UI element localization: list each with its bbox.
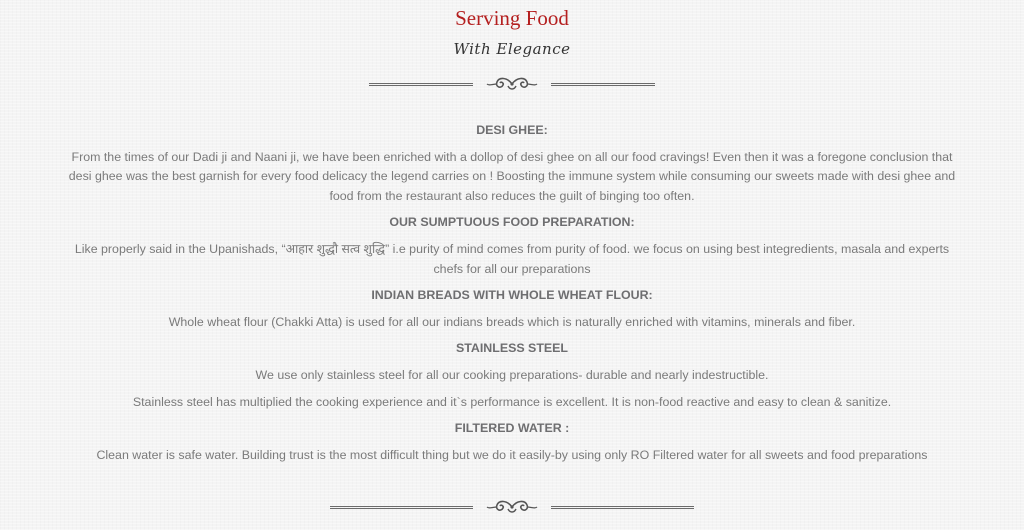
section-text-stainless-steel-1: We use only stainless steel for all our cooking preparations- durable and nearly indestructible.	[255, 367, 769, 382]
scroll-ornament-icon	[485, 497, 539, 517]
section-heading-filtered-water: FILTERED WATER :	[454, 421, 570, 436]
section-text-stainless-steel-2: Stainless steel has multiplied the cooking experience and it`s performance is excellent. It is non-food reactive and easy to clean & sanitize.	[132, 394, 892, 409]
section-text-indian-breads: Whole wheat flour (Chakki Atta) is used for all our indians breads which is naturally enriched with vitamins, minerals and fiber.	[168, 314, 856, 329]
section-heading-desi-ghee: DESI GHEE:	[476, 123, 548, 137]
section-text-food-preparation: Like properly said in the Upanishads, “आहार शुद्धौ सत्व शुद्धि” i.e purity of mind comes from purity of food. we focus on using best integredients, masala and experts chefs for all our preparations	[74, 241, 950, 276]
section-heading-stainless-steel: STAINLESS STEEL	[456, 341, 568, 356]
divider-line-right	[551, 506, 694, 509]
bottom-divider	[0, 497, 1024, 517]
scroll-ornament-icon	[485, 74, 539, 94]
divider-line-left	[330, 506, 473, 509]
content-body	[60, 121, 964, 465]
section-text-desi-ghee: From the times of our Dadi ji and Naani ji, we have been enriched with a dollop of desi ghee on all our food cravings! Even then it was a foregone conclusion that desi ghee was the best garnish for every food delicacy the legend carries on ! Boosting the immune system while consuming our sweets made with desi ghee and food from the restaurant also reduces the guilt of binging too often.	[68, 149, 956, 203]
section-heading-food-preparation: OUR SUMPTUOUS FOOD PREPARATION:	[389, 215, 635, 230]
page-title: Serving Food	[455, 6, 569, 30]
page-subtitle: With Elegance	[453, 40, 571, 58]
section-heading-indian-breads: INDIAN BREADS WITH WHOLE WHEAT FLOUR:	[371, 288, 653, 303]
divider-line-right	[551, 83, 655, 86]
top-divider	[0, 74, 1024, 94]
section-text-filtered-water: Clean water is safe water. Building trust is the most difficult thing but we do it easily-by using only RO Filtered water for all sweets and food preparations	[96, 447, 928, 462]
divider-line-left	[369, 83, 473, 86]
